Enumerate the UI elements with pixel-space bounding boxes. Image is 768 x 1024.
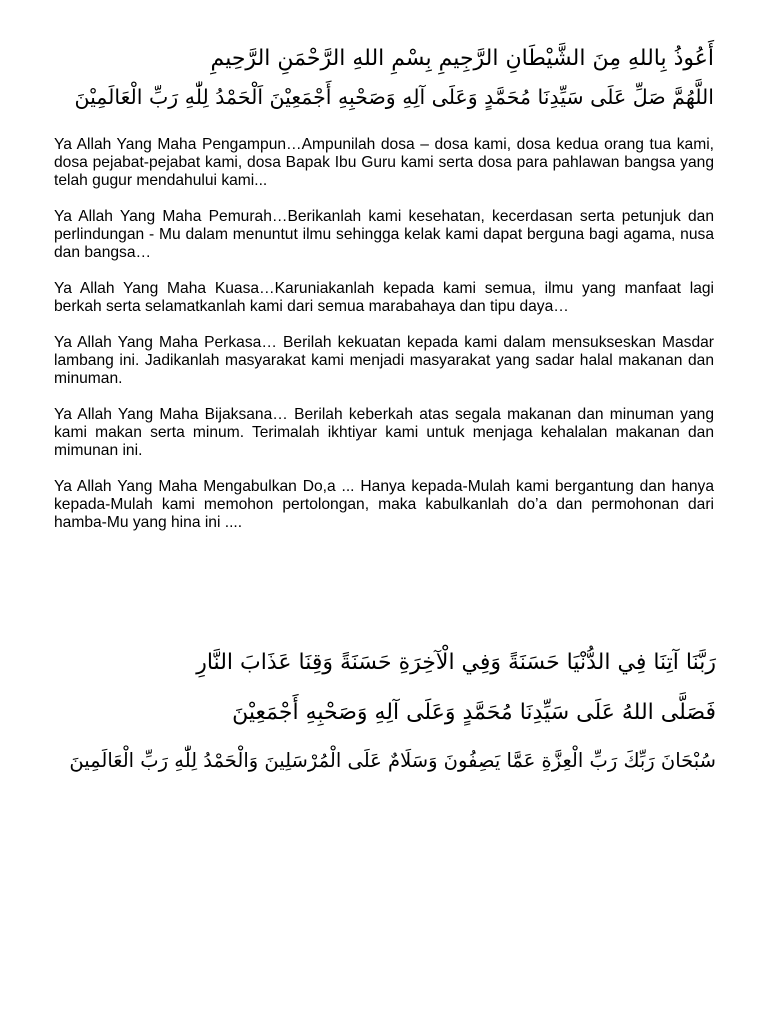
prayer-paragraph-6: Ya Allah Yang Maha Mengabulkan Do,a ... Hanya kepada-Mulah kami bergantung dan hanya kepada-Mulah kami memohon pertolongan, maka kabulkanlah do’a dan permohonan dari hamba-Mu yang hina ini .... [54, 478, 714, 531]
prayer-paragraph-4: Ya Allah Yang Maha Perkasa… Berilah kekuatan kepada kami dalam mensukseskan Masdar lambang ini. Jadikanlah masyarakat kami menjadi masyarakat yang sadar halal makanan dan minuman. [54, 334, 714, 387]
arabic-opening-line-1: أَعُوذُ بِاللهِ مِنَ الشَّيْطَانِ الرَّجِيمِ بِسْمِ اللهِ الرَّحْمَنِ الرَّحِيمِ [210, 46, 714, 71]
prayer-paragraph-1: Ya Allah Yang Maha Pengampun…Ampunilah dosa – dosa kami, dosa kedua orang tua kami, dosa pejabat-pejabat kami, dosa Bapak Ibu Guru kami serta dosa para pahlawan bangsa yang telah gugur mendahului kami... [54, 136, 714, 189]
arabic-closing-line-2: فَصَلَّى اللهُ عَلَى سَيِّدِنَا مُحَمَّدٍ وَعَلَى آلِهِ وَصَحْبِهِ أَجْمَعِيْنَ [232, 700, 716, 725]
prayer-paragraph-3: Ya Allah Yang Maha Kuasa…Karuniakanlah kepada kami semua, ilmu yang manfaat lagi berkah serta selamatkanlah kami dari semua marabahaya dan tipu daya… [54, 280, 714, 315]
arabic-closing-line-3: سُبْحَانَ رَبِّكَ رَبِّ الْعِزَّةِ عَمَّا يَصِفُونَ وَسَلَامٌ عَلَى الْمُرْسَلِينَ وَالْحَمْدُ لِلّٰهِ رَبِّ الْعَالَمِينَ [69, 749, 716, 772]
prayer-body [54, 136, 714, 550]
arabic-opening-line-2: اللَّهُمَّ صَلِّ عَلَى سَيِّدِنَا مُحَمَّدٍ وَعَلَى آلِهِ وَصَحْبِهِ أَجْمَعِيْنَ اَلْحَمْدُ لِلّٰهِ رَبِّ الْعَالَمِيْنَ [74, 85, 714, 109]
prayer-paragraph-2: Ya Allah Yang Maha Pemurah…Berikanlah kami kesehatan, kecerdasan serta petunjuk dan perlindungan - Mu dalam menuntut ilmu sehingga kelak kami dapat berguna bagi agama, nusa dan bangsa… [54, 208, 714, 261]
arabic-closing-line-1: رَبَّنَا آتِنَا فِي الدُّنْيَا حَسَنَةً وَفِي الْآخِرَةِ حَسَنَةً وَقِنَا عَذَابَ النَّارِ [196, 650, 716, 675]
prayer-paragraph-5: Ya Allah Yang Maha Bijaksana… Berilah keberkah atas segala makanan dan minuman yang kami makan serta minum. Terimalah ikhtiyar kami untuk menjaga kehalalan makanan dan mimunan ini. [54, 406, 714, 459]
